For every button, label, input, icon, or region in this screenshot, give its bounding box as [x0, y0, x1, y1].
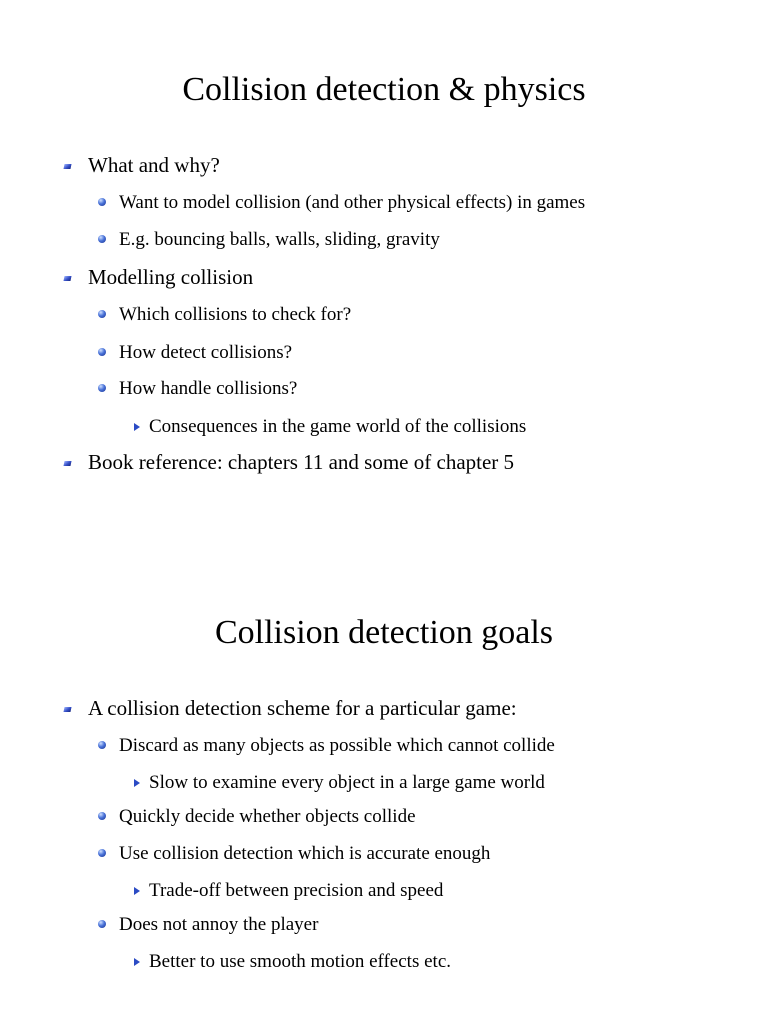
list-item-text: Want to model collision (and other physical effects) in games [119, 192, 586, 213]
list-item-text: Which collisions to check for? [119, 304, 352, 325]
ball-bullet-icon [98, 310, 106, 318]
list-item-text: What and why? [88, 153, 220, 177]
square-bullet-icon [63, 276, 71, 281]
list-item-text: Trade-off between precision and speed [149, 880, 444, 901]
list-item-text: Better to use smooth motion effects etc. [149, 951, 451, 972]
ball-bullet-icon [98, 384, 106, 392]
ball-bullet-icon [98, 198, 106, 206]
list-item-text: Consequences in the game world of the collisions [149, 416, 527, 437]
arrow-bullet-icon [134, 958, 140, 966]
ball-bullet-icon [98, 235, 106, 243]
ball-bullet-icon [98, 812, 106, 820]
list-item-text: Discard as many objects as possible which cannot collide [119, 735, 555, 756]
square-bullet-icon [63, 461, 71, 466]
arrow-bullet-icon [134, 423, 140, 431]
list-item-text: Quickly decide whether objects collide [119, 806, 416, 827]
arrow-bullet-icon [134, 779, 140, 787]
ball-bullet-icon [98, 849, 106, 857]
square-bullet-icon [63, 164, 71, 169]
slide-1-title: Collision detection & physics [182, 71, 586, 108]
list-item-text: Slow to examine every object in a large game world [149, 772, 545, 793]
slide-2-title: Collision detection goals [214, 614, 554, 651]
list-item-text: How detect collisions? [119, 342, 293, 363]
list-item-text: A collision detection scheme for a particular game: [88, 696, 517, 720]
list-item-text: Book reference: chapters 11 and some of chapter 5 [88, 450, 515, 474]
square-bullet-icon [63, 707, 71, 712]
list-item-text: Modelling collision [88, 265, 254, 289]
list-item-text: E.g. bouncing balls, walls, sliding, gravity [119, 229, 440, 250]
ball-bullet-icon [98, 348, 106, 356]
list-item-text: Use collision detection which is accurate enough [119, 843, 491, 864]
list-item-text: How handle collisions? [119, 378, 298, 399]
ball-bullet-icon [98, 920, 106, 928]
ball-bullet-icon [98, 741, 106, 749]
list-item-text: Does not annoy the player [119, 914, 319, 935]
arrow-bullet-icon [134, 887, 140, 895]
